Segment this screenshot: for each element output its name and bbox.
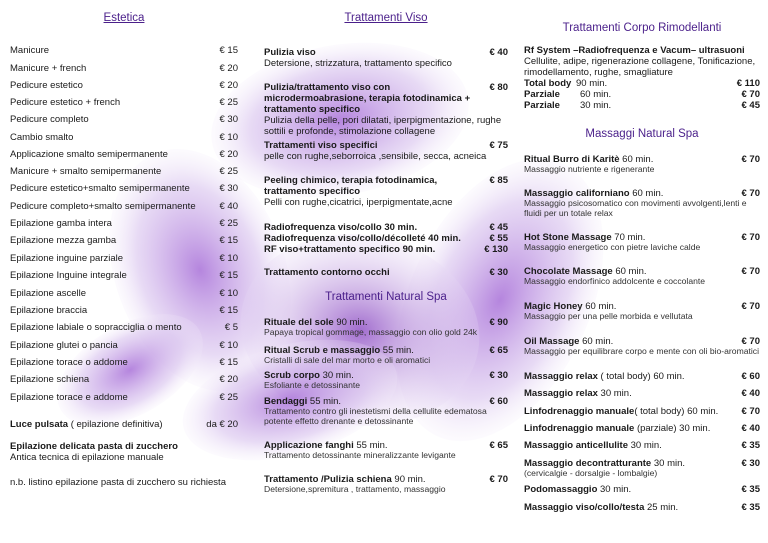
estetica-item-price: € 15 xyxy=(219,45,238,56)
massaggi-heading: Massaggi Natural Spa xyxy=(585,128,699,140)
estetica-item-label: Epilazione ascelle xyxy=(10,288,87,299)
rf-row-price: € 70 xyxy=(741,89,760,100)
massaggio-price: € 70 xyxy=(741,301,760,312)
estetica-item-price: € 30 xyxy=(219,183,238,194)
massaggio-item xyxy=(524,232,760,253)
estetica-item-label: Manicure xyxy=(10,45,50,56)
rf-row-label: Total body xyxy=(524,78,572,89)
estetica-item-label: Epilazione inguine parziale xyxy=(10,253,124,264)
massaggio-price: € 35 xyxy=(741,484,760,495)
massaggio-desc: Massaggio psicosomatico con movimenti avvolgenti,lenti e fluidi per un totale relax xyxy=(524,198,747,218)
estetica-item xyxy=(10,270,238,281)
estetica-item-label: Pedicure estetico + french xyxy=(10,97,121,108)
natural-spa-price: € 65 xyxy=(489,345,508,356)
natural-spa-duration: 90 min. xyxy=(391,474,426,485)
natural-spa-desc: Trattamento contro gli inestetismi della cellulite edematosa potente effetto drenante e detossinante xyxy=(264,406,487,426)
rf-row xyxy=(524,100,760,111)
radiofrequenza-row xyxy=(264,244,508,255)
massaggio-desc: Massaggio endorfinico addolcente e coccolante xyxy=(524,276,706,286)
zucchero-note: n.b. listino epilazione pasta di zucchero su richiesta xyxy=(10,477,226,488)
estetica-item xyxy=(10,97,238,108)
massaggio-price: € 70 xyxy=(741,336,760,347)
estetica-item xyxy=(10,340,238,351)
massaggio-item xyxy=(524,188,760,218)
estetica-item-price: € 20 xyxy=(219,80,238,91)
massaggio-duration: ( total body) 60 min. xyxy=(597,371,685,382)
massaggio-name: Linfodrenaggio manuale xyxy=(524,406,635,417)
estetica-item-label: Pedicure estetico xyxy=(10,80,83,91)
estetica-item-price: € 15 xyxy=(219,305,238,316)
massaggio-price: € 70 xyxy=(741,406,760,417)
massaggio-name: Magic Honey xyxy=(524,301,583,312)
luce-pulsata-price: da € 20 xyxy=(206,419,238,430)
massaggio-duration: 70 min. xyxy=(611,232,646,243)
estetica-item-label: Pedicure completo+smalto semipermanente xyxy=(10,201,196,212)
estetica-item-price: € 5 xyxy=(224,322,238,333)
massaggio-item xyxy=(524,406,760,417)
natural-spa-item xyxy=(264,370,508,391)
massaggio-item xyxy=(524,423,760,434)
natural-spa-duration: 30 min. xyxy=(319,370,354,381)
estetica-item-label: Epilazione torace o addome xyxy=(10,357,128,368)
estetica-item-price: € 15 xyxy=(219,357,238,368)
contorno-occhi-price: € 30 xyxy=(489,267,508,278)
massaggio-desc: Massaggio nutriente e rigenerante xyxy=(524,164,655,174)
estetica-item-label: Epilazione glutei o pancia xyxy=(10,340,118,351)
estetica-item-price: € 10 xyxy=(219,340,238,351)
natural-spa-name: Trattamento /Pulizia schiena xyxy=(264,474,392,485)
massaggio-price: € 70 xyxy=(741,188,760,199)
natural-spa-duration: 55 min. xyxy=(353,440,388,451)
massaggio-name: Linfodrenaggio manuale xyxy=(524,423,635,434)
massaggio-item xyxy=(524,484,760,495)
massaggio-name: Massaggio viso/collo/testa xyxy=(524,502,645,513)
natural-spa-item xyxy=(264,396,508,426)
estetica-item xyxy=(10,45,238,56)
natural-spa-name: Scrub corpo xyxy=(264,370,320,381)
estetica-item-price: € 25 xyxy=(219,392,238,403)
massaggio-price: € 40 xyxy=(741,423,760,434)
massaggio-title xyxy=(524,388,760,399)
viso-item-name: Trattamenti viso specifici xyxy=(264,140,378,151)
natural-spa-duration: 55 min. xyxy=(380,345,414,356)
massaggio-item xyxy=(524,388,760,399)
massaggio-item xyxy=(524,440,760,451)
massaggio-name: Hot Stone Massage xyxy=(524,232,612,243)
massaggio-item xyxy=(524,336,760,357)
estetica-item-label: Epilazione gamba intera xyxy=(10,218,112,229)
luce-pulsata-note: ( epilazione definitiva) xyxy=(68,419,163,430)
estetica-item xyxy=(10,80,238,91)
estetica-item-label: Epilazione braccia xyxy=(10,305,88,316)
estetica-item-price: € 20 xyxy=(219,374,238,385)
natural-spa-desc: Esfoliante e detossinante xyxy=(264,380,361,390)
massaggio-desc: Massaggio per una pelle morbida e vellutata xyxy=(524,311,693,321)
viso-item xyxy=(264,47,508,69)
zucchero-row xyxy=(10,441,238,463)
rf-system-rows xyxy=(524,78,760,111)
contorno-occhi-label: Trattamento contorno occhi xyxy=(264,267,390,278)
massaggio-duration: 30 min. xyxy=(597,484,632,495)
massaggio-price: € 35 xyxy=(741,502,760,513)
massaggio-title xyxy=(524,502,760,513)
massaggio-desc: Massaggio energetico con pietre laviche calde xyxy=(524,242,701,252)
estetica-item xyxy=(10,201,238,212)
estetica-item-price: € 15 xyxy=(219,235,238,246)
natural-spa-price: € 60 xyxy=(489,396,508,407)
estetica-item-price: € 25 xyxy=(219,97,238,108)
estetica-item xyxy=(10,235,238,246)
estetica-item-label: Pedicure estetico+smalto semipermanente xyxy=(10,183,190,194)
estetica-item-price: € 25 xyxy=(219,166,238,177)
rf-row-price: € 45 xyxy=(741,100,760,111)
massaggio-item xyxy=(524,301,760,322)
estetica-item xyxy=(10,63,238,74)
massaggio-price: € 70 xyxy=(741,232,760,243)
natural-spa-name: Bendaggi xyxy=(264,396,308,407)
viso-item xyxy=(264,175,508,208)
massaggio-duration: 60 min. xyxy=(579,336,614,347)
massaggio-name: Massaggio relax xyxy=(524,388,598,399)
estetica-item-label: Manicure + smalto semipermanente xyxy=(10,166,162,177)
rf-row-price: € 110 xyxy=(736,78,760,89)
massaggio-title xyxy=(524,440,760,451)
luce-pulsata-label: Luce pulsata xyxy=(10,419,69,430)
massaggio-name: Podomassaggio xyxy=(524,484,598,495)
massaggio-item xyxy=(524,458,760,479)
natural-spa-price: € 70 xyxy=(489,474,508,485)
massaggio-title xyxy=(524,406,760,417)
massaggio-duration: 60 min. xyxy=(629,188,664,199)
natural-spa-name: Ritual Scrub e massaggio xyxy=(264,345,381,356)
estetica-item-price: € 25 xyxy=(219,218,238,229)
massaggio-name: Massaggio decontratturante xyxy=(524,458,652,469)
radiofrequenza-price: € 55 xyxy=(489,233,508,244)
rf-row-label: Parziale xyxy=(524,89,560,100)
viso-item-name: Pulizia/trattamento viso con microdermoabrasione, terapia fotodinamica + trattamento specifico xyxy=(264,82,471,115)
massaggio-item xyxy=(524,266,760,287)
viso-item-desc: Pulizia della pelle, pori dilatati, iperpigmentazione, rughe sottili e profonde, stimolazione collagene xyxy=(264,115,502,137)
estetica-item-price: € 40 xyxy=(219,201,238,212)
viso-item-price: € 40 xyxy=(489,47,508,58)
rf-row-label: Parziale xyxy=(524,100,560,111)
radiofrequenza-row xyxy=(264,222,508,233)
massaggio-duration: 30 min. xyxy=(597,388,632,399)
estetica-item xyxy=(10,166,238,177)
natural-spa-desc: Papaya tropical gommage, massaggio con olio gold 24k xyxy=(264,327,478,337)
estetica-item-price: € 10 xyxy=(219,132,238,143)
estetica-item-label: Cambio smalto xyxy=(10,132,74,143)
massaggio-name: Massaggio californiano xyxy=(524,188,630,199)
estetica-item xyxy=(10,374,238,385)
viso-item-desc: Detersione, strizzatura, trattamento specifico xyxy=(264,58,452,69)
rf-row-duration: 60 min. xyxy=(580,89,612,100)
viso-item-desc: Pelli con rughe,cicatrici, iperpigmentate,acne xyxy=(264,197,453,208)
radio-block xyxy=(264,222,508,255)
viso-item-name: Peeling chimico, terapia fotodinamica, trattamento specifico xyxy=(264,175,438,197)
natural-spa-price: € 65 xyxy=(489,440,508,451)
massaggio-price: € 30 xyxy=(741,458,760,469)
massaggio-name: Oil Massage xyxy=(524,336,580,347)
estetica-item-label: Applicazione smalto semipermanente xyxy=(10,149,168,160)
viso-item xyxy=(264,82,508,137)
natural-spa-desc: Cristalli di sale del mar morto e oli aromatici xyxy=(264,355,431,365)
zucchero-label: Epilazione delicata pasta di zucchero xyxy=(10,441,178,452)
estetica-item-label: Epilazione labiale o sopracciglia o mento xyxy=(10,322,182,333)
estetica-item xyxy=(10,183,238,194)
massaggio-title xyxy=(524,423,760,434)
estetica-item xyxy=(10,288,238,299)
rf-system-block xyxy=(524,45,760,111)
estetica-item-price: € 20 xyxy=(219,63,238,74)
rf-system-desc: Cellulite, adipe, rigenerazione collagene, Tonificazione, rimodellamento, rughe, smagliature xyxy=(524,56,756,78)
natural-spa-duration: 90 min. xyxy=(333,317,368,328)
radiofrequenza-label: Radiofrequenza viso/collo/décolleté 40 min. xyxy=(264,233,461,244)
estetica-item-label: Pedicure completo xyxy=(10,114,89,125)
massaggio-duration: 30 min. xyxy=(628,440,662,451)
radiofrequenza-price: € 45 xyxy=(489,222,508,233)
estetica-item xyxy=(10,305,238,316)
estetica-item xyxy=(10,357,238,368)
massaggio-duration: ( total body) 60 min. xyxy=(634,406,719,417)
rf-row-duration: 30 min. xyxy=(580,100,612,111)
viso-item-name: Pulizia viso xyxy=(264,47,316,58)
natural-spa-item xyxy=(264,345,508,366)
massaggio-desc: (cervicalgie - dorsalgie - lombalgie) xyxy=(524,468,658,478)
radiofrequenza-label: Radiofrequenza viso/collo 30 min. xyxy=(264,222,418,233)
natural-spa-item xyxy=(264,474,508,495)
massaggio-item xyxy=(524,502,760,513)
viso-item-desc: pelle con rughe,seborroica ,sensibile, secca, acneica xyxy=(264,151,487,162)
rf-row xyxy=(524,89,760,100)
estetica-item xyxy=(10,114,238,125)
massaggio-name: Massaggio relax xyxy=(524,371,598,382)
natural-spa-item xyxy=(264,317,508,338)
massaggio-duration: (parziale) 30 min. xyxy=(634,423,711,434)
viso-item-price: € 80 xyxy=(489,82,508,93)
estetica-item xyxy=(10,322,238,333)
contorno-occhi-row xyxy=(264,267,508,278)
estetica-heading: Estetica xyxy=(103,12,145,24)
massaggio-price: € 35 xyxy=(741,440,760,451)
massaggio-duration: 25 min. xyxy=(644,502,679,513)
massaggio-name: Ritual Burro di Karitè xyxy=(524,154,620,165)
massaggio-duration: 30 min. xyxy=(651,458,686,469)
natural-spa-name: Applicazione fanghi xyxy=(264,440,354,451)
estetica-item xyxy=(10,253,238,264)
massaggio-item xyxy=(524,371,760,382)
rf-row xyxy=(524,78,760,89)
viso-item xyxy=(264,140,508,162)
massaggio-duration: 60 min. xyxy=(612,266,647,277)
massaggio-price: € 40 xyxy=(741,388,760,399)
massaggio-desc: Massaggio per equilibrare corpo e mente con oli bio-aromatici xyxy=(524,346,760,356)
estetica-item-price: € 20 xyxy=(219,149,238,160)
radiofrequenza-price: € 130 xyxy=(484,244,508,255)
massaggio-duration: 60 min. xyxy=(582,301,617,312)
natural-spa-desc: Trattamento detossinante mineralizzante levigante xyxy=(264,450,456,460)
massaggio-price: € 70 xyxy=(741,154,760,165)
zucchero-desc: Antica tecnica di epilazione manuale xyxy=(10,452,164,463)
natural-spa-price: € 90 xyxy=(489,317,508,328)
estetica-item-label: Manicure + french xyxy=(10,63,87,74)
natural-spa-heading: Trattamenti Natural Spa xyxy=(325,291,447,303)
estetica-item-label: Epilazione Inguine integrale xyxy=(10,270,127,281)
estetica-item-label: Epilazione schiena xyxy=(10,374,90,385)
estetica-item xyxy=(10,392,238,403)
rf-row-duration: 90 min. xyxy=(576,78,608,89)
estetica-item xyxy=(10,218,238,229)
estetica-item-price: € 30 xyxy=(219,114,238,125)
estetica-item xyxy=(10,149,238,160)
massaggio-title xyxy=(524,484,760,495)
massaggio-item xyxy=(524,154,760,175)
rf-system-title: Rf System –Radiofrequenza e Vacum– ultrasuoni xyxy=(524,45,745,56)
luce-pulsata-row xyxy=(10,419,238,430)
massaggio-duration: 60 min. xyxy=(619,154,654,165)
natural-spa-price: € 30 xyxy=(489,370,508,381)
viso-heading: Trattamenti Viso xyxy=(344,12,428,24)
estetica-item-label: Epilazione mezza gamba xyxy=(10,235,117,246)
massaggio-name: Chocolate Massage xyxy=(524,266,613,277)
estetica-item-label: Epilazione torace e addome xyxy=(10,392,128,403)
massaggio-title xyxy=(524,371,760,382)
radiofrequenza-row xyxy=(264,233,508,244)
estetica-item xyxy=(10,132,238,143)
natural-spa-duration: 55 min. xyxy=(307,396,342,407)
corpo-heading: Trattamenti Corpo Rimodellanti xyxy=(562,22,722,34)
massaggio-price: € 60 xyxy=(741,371,760,382)
estetica-item-price: € 15 xyxy=(219,270,238,281)
natural-spa-item xyxy=(264,440,508,461)
radiofrequenza-label: RF viso+trattamento specifico 90 min. xyxy=(264,244,436,255)
estetica-item-price: € 10 xyxy=(219,288,238,299)
natural-spa-desc: Detersione,spremitura , trattamento, massaggio xyxy=(264,484,446,494)
massaggio-name: Massaggio anticellulite xyxy=(524,440,628,451)
estetica-item-price: € 10 xyxy=(219,253,238,264)
viso-item-price: € 75 xyxy=(489,140,508,151)
massaggio-price: € 70 xyxy=(741,266,760,277)
natural-spa-name: Rituale del sole xyxy=(264,317,334,328)
viso-item-price: € 85 xyxy=(489,175,508,186)
